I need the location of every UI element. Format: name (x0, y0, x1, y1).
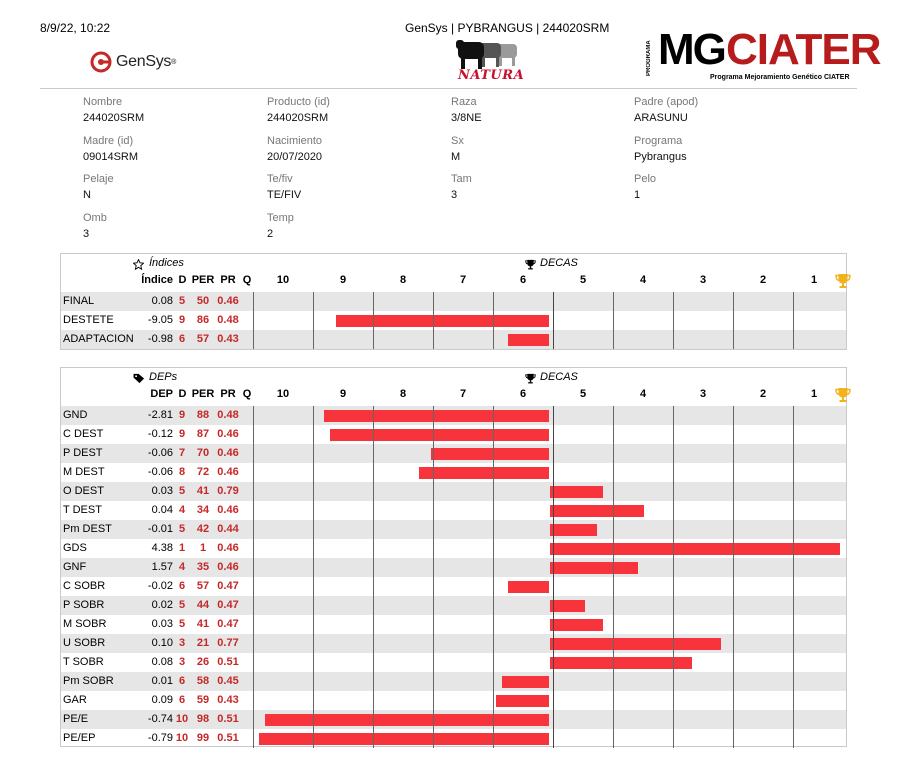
row-name: C DEST (63, 428, 104, 440)
info-field (267, 135, 437, 163)
percentile-bar (336, 315, 549, 327)
info-field (267, 96, 437, 124)
cattle-icon (455, 38, 520, 70)
trophy-icon (525, 371, 536, 389)
deps-table (60, 367, 847, 747)
column-header: DEP (150, 388, 173, 400)
info-field (267, 212, 437, 240)
table-row (61, 520, 846, 539)
row-precision: 0.47 (217, 618, 239, 630)
row-percentile: 1 (199, 542, 207, 554)
row-deca: 6 (178, 675, 186, 687)
percentile-bar (550, 638, 722, 650)
row-name: GND (63, 409, 88, 421)
row-value: 0.08 (151, 656, 173, 668)
header-divider (40, 88, 857, 89)
row-name: C SOBR (63, 580, 106, 592)
percentile-bar (265, 714, 550, 726)
info-label: Producto (id) (267, 96, 330, 108)
row-value: -2.81 (147, 409, 173, 421)
row-precision: 0.46 (217, 295, 239, 307)
percentile-bar (550, 562, 639, 574)
percentile-bar (550, 543, 841, 555)
deca-tick-label: 9 (339, 274, 347, 286)
row-percentile: 72 (196, 466, 210, 478)
row-value: 0.01 (151, 675, 173, 687)
deca-gridline (553, 292, 554, 349)
column-header: PR (220, 388, 236, 400)
info-label: Raza (451, 96, 477, 108)
row-name: U SOBR (63, 637, 106, 649)
row-deca: 5 (178, 599, 186, 611)
deca-tick-label: 9 (339, 388, 347, 400)
deca-gridline (493, 292, 494, 349)
mg-logo-side-text: PROGRAMA (646, 40, 652, 76)
row-precision: 0.46 (217, 561, 239, 573)
table-row (61, 406, 846, 425)
column-header: PER (191, 388, 215, 400)
row-name: ADAPTACION (63, 333, 134, 345)
column-header: Índice (141, 274, 173, 286)
row-value: -0.79 (147, 732, 173, 744)
deca-tick-label: 1 (810, 388, 818, 400)
deca-tick-label: 3 (699, 388, 707, 400)
row-value: 0.04 (151, 504, 173, 516)
table-row (61, 691, 846, 710)
deca-gridline (253, 406, 254, 748)
info-field (451, 135, 621, 163)
row-percentile: 34 (196, 504, 210, 516)
row-percentile: 41 (196, 618, 210, 630)
column-header: PER (191, 274, 215, 286)
deca-gridline (793, 406, 794, 748)
row-deca: 3 (178, 637, 186, 649)
table-row (61, 710, 846, 729)
deca-tick-label: 8 (399, 274, 407, 286)
table-row (61, 444, 846, 463)
info-label: Temp (267, 211, 294, 224)
deca-gridline (433, 292, 434, 349)
percentile-bar (550, 600, 586, 612)
deca-tick-label: 6 (519, 388, 527, 400)
info-value: Pybrangus (634, 150, 687, 163)
row-percentile: 87 (196, 428, 210, 440)
row-deca: 5 (178, 295, 186, 307)
deca-gridline (733, 292, 734, 349)
natura-logo-text: NATURA (458, 68, 525, 83)
info-label: Madre (id) (83, 134, 134, 147)
row-value: -0.74 (147, 713, 173, 725)
row-percentile: 21 (196, 637, 210, 649)
gensys-logo: GenSys ® (90, 47, 200, 77)
info-label: Tam (451, 173, 472, 185)
row-percentile: 42 (196, 523, 210, 535)
row-precision: 0.51 (217, 732, 239, 744)
info-field (267, 173, 437, 201)
percentile-bar (550, 619, 603, 631)
deca-gridline (493, 406, 494, 748)
info-label: Pelo (634, 173, 657, 185)
row-name: Pm DEST (63, 523, 112, 535)
row-value: 0.08 (151, 295, 173, 307)
percentile-bar (550, 505, 645, 517)
deca-tick-label: 10 (276, 388, 290, 400)
row-name: P SOBR (63, 599, 105, 611)
decas-label: DECAS (540, 257, 578, 269)
row-deca: 5 (178, 618, 186, 630)
percentile-bar (324, 410, 549, 422)
table-row (61, 330, 846, 349)
percentile-bar (508, 334, 550, 346)
info-value: TE/FIV (267, 189, 302, 201)
row-name: GAR (63, 694, 87, 706)
decas-label: DECAS (540, 371, 578, 383)
info-field (634, 135, 804, 163)
info-field (451, 96, 621, 124)
column-header: Q (242, 274, 252, 286)
row-deca: 4 (178, 561, 186, 573)
info-value: 3 (83, 227, 90, 240)
deca-gridline (673, 292, 674, 349)
info-label: Nombre (83, 96, 123, 108)
info-value: ARASUNU (634, 112, 688, 124)
table-row (61, 596, 846, 615)
deca-gridline (313, 406, 314, 748)
row-percentile: 58 (196, 675, 210, 687)
info-field (451, 173, 621, 201)
trophy-icon (525, 257, 536, 275)
row-name: P DEST (63, 447, 103, 459)
percentile-bar (419, 467, 549, 479)
row-deca: 7 (178, 447, 186, 459)
deca-tick-label: 4 (639, 274, 647, 286)
row-deca: 6 (178, 333, 186, 345)
row-deca: 8 (178, 466, 186, 478)
row-value: 0.09 (151, 694, 173, 706)
row-value: 0.03 (151, 485, 173, 497)
table-row (61, 729, 846, 748)
deca-tick-label: 7 (459, 388, 467, 400)
percentile-bar (550, 524, 597, 536)
row-percentile: 88 (196, 409, 210, 421)
row-name: GNF (63, 561, 87, 573)
row-percentile: 59 (196, 694, 210, 706)
deca-tick-label: 10 (276, 274, 290, 286)
row-percentile: 41 (196, 485, 210, 497)
gensys-logo-icon (90, 51, 112, 73)
percentile-bar (502, 676, 549, 688)
info-label: Te/fiv (267, 173, 293, 185)
table-row (61, 292, 846, 311)
row-name: GDS (63, 542, 87, 554)
ciater-logo-text: CIATER (726, 25, 881, 74)
row-name: PE/E (63, 713, 89, 725)
mg-logo-text: MG (658, 25, 725, 74)
info-label: Padre (apod) (634, 96, 699, 108)
row-percentile: 50 (196, 295, 210, 307)
deca-gridline (313, 292, 314, 349)
row-deca: 6 (178, 580, 186, 592)
section-label: Índices (149, 257, 184, 269)
row-precision: 0.43 (217, 694, 239, 706)
trophy-icon (835, 273, 851, 294)
row-precision: 0.48 (217, 314, 239, 326)
gensys-logo-text: GenSys (116, 53, 172, 70)
row-percentile: 70 (196, 447, 210, 459)
page-title: GenSys | PYBRANGUS | 244020SRM (405, 21, 610, 35)
deca-gridline (433, 406, 434, 748)
deca-gridline (613, 292, 614, 349)
row-value: -0.06 (147, 447, 173, 459)
deca-tick-label: 5 (579, 274, 587, 286)
row-value: -0.02 (147, 580, 173, 592)
row-precision: 0.48 (217, 409, 239, 421)
row-percentile: 86 (196, 314, 210, 326)
info-value: M (451, 150, 461, 163)
table-row (61, 425, 846, 444)
row-value: -0.12 (147, 428, 173, 440)
deca-gridline (673, 406, 674, 748)
row-name: Pm SOBR (63, 675, 114, 687)
row-precision: 0.46 (217, 428, 239, 440)
info-field (83, 96, 253, 124)
row-deca: 9 (178, 409, 186, 421)
deca-tick-label: 3 (699, 274, 707, 286)
row-value: 0.10 (151, 637, 173, 649)
print-date: 8/9/22, 10:22 (40, 21, 111, 35)
column-header: D (178, 274, 187, 286)
table-row (61, 672, 846, 691)
deca-gridline (253, 292, 254, 349)
row-percentile: 35 (196, 561, 210, 573)
row-percentile: 44 (196, 599, 210, 611)
percentile-bar (330, 429, 549, 441)
table-row (61, 615, 846, 634)
row-precision: 0.79 (217, 485, 239, 497)
percentile-bar (496, 695, 549, 707)
row-precision: 0.46 (217, 504, 239, 516)
row-precision: 0.51 (217, 713, 239, 725)
deca-tick-label: 5 (579, 388, 587, 400)
row-name: M DEST (63, 466, 105, 478)
row-value: 1.57 (151, 561, 173, 573)
info-label: Nacimiento (267, 134, 323, 147)
info-value: 2 (267, 227, 274, 240)
row-value: -0.06 (147, 466, 173, 478)
row-precision: 0.47 (217, 599, 239, 611)
row-precision: 0.46 (217, 466, 239, 478)
trophy-icon (835, 387, 851, 408)
info-value: 20/07/2020 (267, 150, 323, 163)
row-precision: 0.77 (217, 637, 239, 649)
row-value: -0.98 (147, 333, 173, 345)
deca-gridline (733, 406, 734, 748)
percentile-bar (431, 448, 550, 460)
row-precision: 0.45 (217, 675, 239, 687)
row-precision: 0.46 (217, 542, 239, 554)
row-percentile: 99 (196, 732, 210, 744)
table-row (61, 539, 846, 558)
table-row (61, 311, 846, 330)
row-deca: 4 (178, 504, 186, 516)
row-deca: 10 (175, 713, 189, 725)
row-value: 0.02 (151, 599, 173, 611)
table-row (61, 634, 846, 653)
row-deca: 10 (175, 732, 189, 744)
row-percentile: 98 (196, 713, 210, 725)
column-header: D (178, 388, 187, 400)
deca-tick-label: 2 (759, 388, 767, 400)
row-value: -9.05 (147, 314, 173, 326)
row-precision: 0.44 (217, 523, 239, 535)
row-name: M SOBR (63, 618, 107, 630)
info-field (83, 212, 253, 240)
table-row (61, 501, 846, 520)
row-deca: 1 (178, 542, 186, 554)
row-deca: 3 (178, 656, 186, 668)
table-row (61, 482, 846, 501)
percentile-bar (508, 581, 550, 593)
row-deca: 6 (178, 694, 186, 706)
section-label: DEPs (149, 371, 178, 383)
deca-tick-label: 8 (399, 388, 407, 400)
row-deca: 9 (178, 314, 186, 326)
row-name: DESTETE (63, 314, 114, 326)
percentile-bar (259, 733, 550, 745)
natura-logo (455, 38, 525, 86)
percentile-bar (550, 657, 692, 669)
row-name: PE/EP (63, 732, 96, 744)
info-label: Pelaje (83, 173, 114, 185)
column-header: PR (220, 274, 236, 286)
mg-ciater-logo (646, 25, 881, 89)
star-icon (133, 257, 144, 275)
info-value: 09014SRM (83, 150, 139, 163)
percentile-bar (550, 486, 603, 498)
info-value: 244020SRM (83, 112, 145, 124)
info-label: Programa (634, 134, 683, 147)
info-value: 3/8NE (451, 112, 482, 124)
info-field (83, 173, 253, 201)
row-value: -0.01 (147, 523, 173, 535)
info-field (634, 173, 804, 201)
table-row (61, 653, 846, 672)
row-deca: 5 (178, 485, 186, 497)
deca-gridline (553, 406, 554, 748)
info-label: Omb (83, 211, 107, 224)
info-value: N (83, 189, 91, 201)
row-name: O DEST (63, 485, 104, 497)
column-header: Q (242, 388, 252, 400)
table-row (61, 558, 846, 577)
info-value: 1 (634, 189, 641, 201)
row-precision: 0.47 (217, 580, 239, 592)
row-precision: 0.46 (217, 447, 239, 459)
deca-tick-label: 4 (639, 388, 647, 400)
deca-gridline (613, 406, 614, 748)
info-value: 244020SRM (267, 112, 329, 124)
row-precision: 0.51 (217, 656, 239, 668)
info-field (634, 96, 804, 124)
deca-gridline (373, 292, 374, 349)
table-row (61, 463, 846, 482)
row-percentile: 57 (196, 580, 210, 592)
row-value: 4.38 (151, 542, 173, 554)
row-name: T SOBR (63, 656, 104, 668)
deca-tick-label: 2 (759, 274, 767, 286)
row-precision: 0.43 (217, 333, 239, 345)
row-name: FINAL (63, 295, 95, 307)
info-field (83, 135, 253, 163)
row-value: 0.03 (151, 618, 173, 630)
tag-icon (133, 371, 146, 389)
indices-table (60, 253, 847, 350)
row-percentile: 57 (196, 333, 210, 345)
row-name: T DEST (63, 504, 102, 516)
mg-logo-subtitle: Programa Mejoramiento Genético CIATER (710, 74, 850, 81)
row-deca: 5 (178, 523, 186, 535)
row-percentile: 26 (196, 656, 210, 668)
deca-gridline (793, 292, 794, 349)
info-value: 3 (451, 189, 458, 201)
row-deca: 9 (178, 428, 186, 440)
deca-tick-label: 6 (519, 274, 527, 286)
deca-gridline (373, 406, 374, 748)
deca-tick-label: 1 (810, 274, 818, 286)
deca-tick-label: 7 (459, 274, 467, 286)
table-row (61, 577, 846, 596)
info-label: Sx (451, 134, 464, 147)
